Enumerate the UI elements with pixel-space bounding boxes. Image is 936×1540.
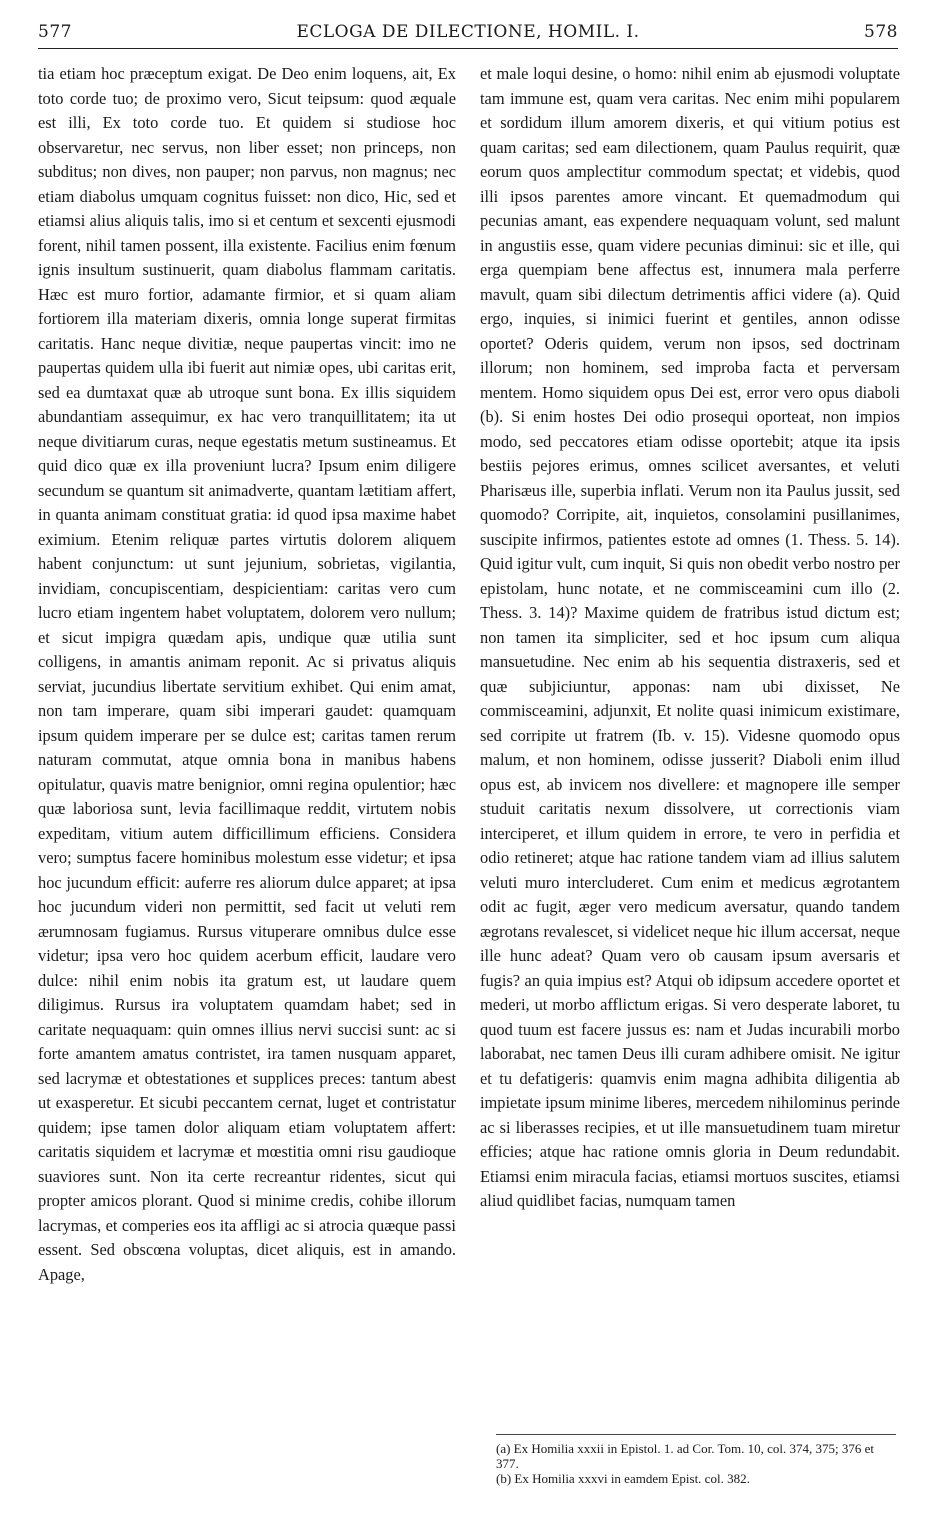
page-header xyxy=(38,18,898,49)
footnotes xyxy=(496,1434,896,1486)
text-column-left xyxy=(38,62,456,1287)
page-number-right: 578 xyxy=(864,22,898,42)
column-left-text: tia etiam hoc præceptum exigat. De Deo enim loquens, ait, Ex toto corde tuo; de proximo vero, Sicut teipsum: quod æquale est illi, Ex toto corde tuo. Et quidem si studiose hoc observaretur, nec servus, non liber esset; non princeps, non subditus; non dives, non pauper; non parvus, non magnus; nec etiam diabolus umquam cognitus fuisset: non dico, Hic, sed et etiamsi alius aliquis talis, imo si et centum et sexcenti ejusmodi forent, nihil tamen possent, illa existente. Facilius enim fœnum ignis insultum sustinuerit, quam diabolus flammam caritatis. Hæc est muro fortior, adamante firmior, et si quam aliam fortiorem illa materiam dixeris, omnia longe superat firmitas caritatis. Hanc neque divitiæ, neque paupertas vincit: imo ne paupertas quidem ulla ibi fuerit aut nimiæ opes, ubi caritas erit, sed ea dumtaxat quæ ab utroque sunt bona. Ex illis siquidem abundantiam assequimur, ex hac vero tranquillitatem; ita ut neque divitiarum curas, neque egestatis metum sustineamus. Et quid dico quæ ex illa proveniunt lucra? Ipsum enim diligere secundum se quantum sit animadverte, quantam lætitiam affert, in quanta animam constituat gratia: id quod ipsa maxime habet eximium. Etenim reliquæ partes virtutis dolorem aliquem habent conjunctum: ut sunt jejunium, sobrietas, vigilantia, invidiam, concupiscentiam, despicientiam: caritas vero cum lucro etiam ingentem habet voluptatem, dolorem vero nullum; et sicut impigra quædam apis, undique quæ utilia sunt colligens, in amantis animam reponit. Ac si privatus aliquis serviat, jucundius libertate servitium exhibet. Qui enim amat, non tam imperare, quam sibi imperari gaudet: quamquam ipsum quidem imperare per se dulce est; caritas tamen rerum naturam commutat, atque omnia bona in manibus habens opitulatur, quavis matre benignior, omni regina opulentior; hæc quæ laboriosa sunt, levia facillimaque reddit, virtutem nobis expeditam, vitium autem difficillimum efficiens. Considera vero; sumptus facere hominibus molestum esse videtur; et ipsa hoc jucundum efficit: auferre res aliorum dulce apparet; at ipsa hoc jucundum videri non permittit, sed facit ut veluti rem ærumnosam fugiamus. Rursus vituperare omnibus dulce esse videtur; ipsa vero hoc quidem acerbum efficit, laudare vero dulce: nihil enim nobis ita gratum est, ut laudare quem diligimus. Rursus ira voluptatem quamdam habet; sed in caritate nequaquam: quin omnes illius nervi succisi sunt: ac si forte amantem amatus contristet, ira tamen nusquam apparet, sed lacrymæ et obtestationes et supplices preces: tantum abest ut exasperetur. Et sicubi peccantem cernat, luget et contristatur quidem; ipse tamen dolor aliquam etiam voluptatem affert: caritatis siquidem et lacrymæ et mœstitia omni risu gaudioque suaviores sunt. Non ita certe recreantur ridentes, sicut qui propter amicos plorant. Quod si minime credis, cohibe illorum lacrymas, et comperies eos ita affligi ac si atrocia quæque passi essent. Sed obscœna voluptas, dicet aliquis, est in amando. Apage, xyxy=(38,64,456,1284)
text-column-right xyxy=(480,62,900,1214)
running-title: ECLOGA DE DILECTIONE, HOMIL. I. xyxy=(296,22,640,42)
column-right-text: et male loqui desine, o homo: nihil enim ab ejusmodi voluptate tam immune est, quam vera caritas. Nec enim mihi popularem et sordidum illum amorem dixeris, et qui vitium potius est quam caritas; sed eam dilectionem, quam Paulus requirit, quæ eorum quos amplectitur commodum spectat; et videbis, quod illi ipsos parentes amore vincant. Et quemadmodum qui pecunias amant, eas expendere nequaquam volunt, sed malunt in angustiis esse, quam videre pecunias diminui: sic et ille, qui erga quempiam bene affectus est, innumera mala perferre mavult, quam sibi dilectum detrimentis affici videre (a). Quid ergo, inquies, si inimici fuerint et gentiles, annon odisse oportet? Oderis quidem, verum non ipsos, sed doctrinam illorum; non hominem, sed improba facta et perversam mentem. Homo siquidem opus Dei est, error vero opus diaboli (b). Si enim hostes Dei odio prosequi oporteat, non impios modo, sed peccatores etiam odisse oportebit; atque ita ipsis bestiis pejores erimus, omnes scilicet aversantes, et veluti Pharisæus ille, superbia inflati. Verum non ita Paulus jussit, sed quomodo? Corripite, ait, inquietos, consolamini pusillanimes, suscipite infirmos, patientes estote ad omnes (1. Thess. 5. 14). Quid igitur vult, cum inquit, Si quis non obedit verbo nostro per epistolam, hunc notate, et ne commisceamini cum illo (2. Thess. 3. 14)? Maxime quidem de fratribus istud dictum est; non tamen ita simpliciter, sed et hoc ipsum cum aliqua mansuetudine. Nec enim ab his sequentia distraxeris, sed et quæ subjiciuntur, apponas: nam ubi dixisset, Ne commisceamini, adjunxit, Et nolite quasi inimicum existimare, sed corripite ut fratrem (Ib. v. 15). Videsne quomodo opus malum, et non hominem, odisse jusserit? Diaboli enim illud opus est, ab invicem nos divellere: et magnopere ille semper studuit caritatis nexum dissolvere, ut correctionis viam interciperet, et illum quidem in errore, te vero in perfidia et odio retineret; atque hac ratione tandem viam ad illius salutem veluti muro intercluderet. Cum enim et medicus ægrotantem odit ac fugit, æger vero medicum aversatur, quando tandem ægrotans revalescet, si videlicet neque hic illum accersat, neque ille hunc adeat? Quam vero ob causam ipsum aversaris et fugis? an quia impius est? Atqui ob idipsum accedere oportet et mederi, ut morbo afflictum erigas. Si vero desperate laboret, tu quod tuum est facere jussus es: nam et Judas incurabili morbo laborabat, nec tamen Deus illi curam adhibere omisit. Ne igitur et tu defatigeris: quamvis enim magna adhibita diligentia ab impietate ipsum minime liberes, mercedem nihilominus perinde ac si liberasses recipies, et ut ille mansuetudinem tuam miretur efficies; atque hac ratione omnis gloria in Deum redundabit. Etiamsi enim miracula facias, etiamsi mortuos suscites, etiamsi aliud quidlibet facias, numquam tamen xyxy=(480,64,900,1210)
footnote-b: (b) Ex Homilia xxxvi in eamdem Epist. col. 382. xyxy=(496,1471,750,1486)
footnote-a: (a) Ex Homilia xxxii in Epistol. 1. ad Cor. Tom. 10, col. 374, 375; 376 et 377. xyxy=(496,1441,874,1471)
page-number-left: 577 xyxy=(38,22,72,42)
